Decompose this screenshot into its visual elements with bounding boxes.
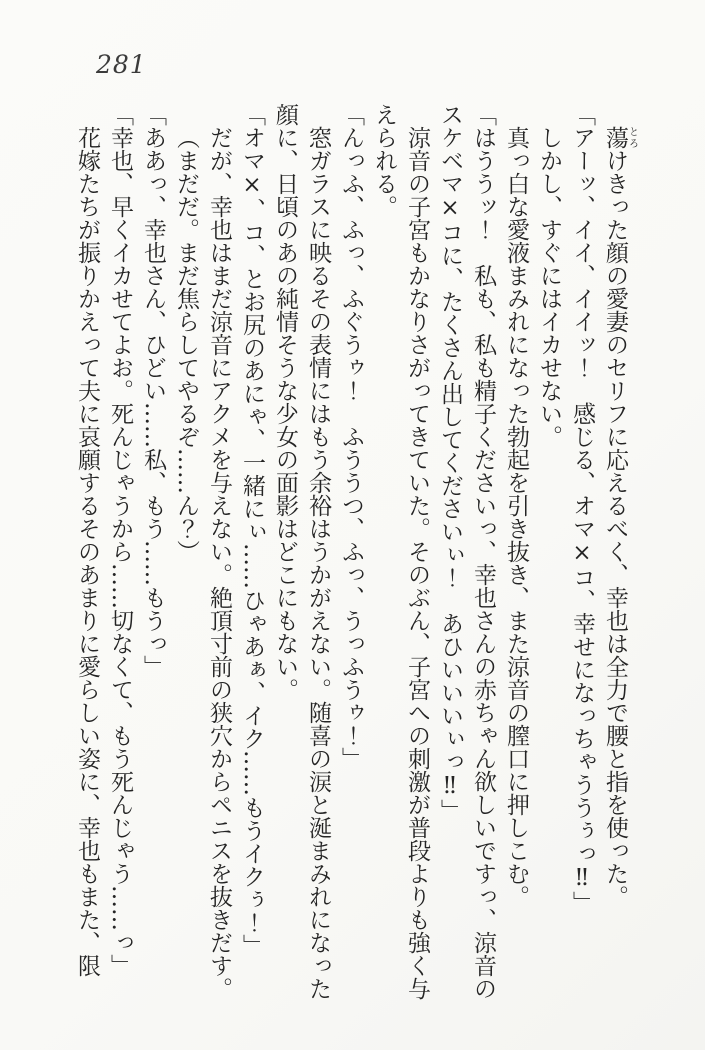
narration-paragraph-5: 窓ガラスに映るその表情にはもう余裕はうかがえない。随喜の涙と涎まみれになった顔に、日頃のあの純情そうな少女の面影はどこにもない。: [272, 103, 331, 1000]
narration-paragraph-6: だが、幸也はまだ涼音にアクメを与えない。絶頂寸前の狭穴からペニスを抜きだす。: [206, 126, 232, 1000]
page-number: 281: [96, 50, 147, 79]
ruby-annotated-character: [602, 126, 638, 149]
narration-paragraph-2: しかし、すぐにはイカせない。: [536, 126, 562, 448]
narration-paragraph-1: [598, 103, 637, 1003]
ruby-base: 蕩: [602, 126, 628, 149]
dialogue-line-3: 「んっふ、ふっ、ふぐうゥ！ ふううつ、ふっ、うっふうゥ！」: [338, 103, 364, 770]
dialogue-line-1: 「アーッ、イイ、イイッ！ 感じる、オマ×コ、幸せになっちゃううぅっ‼」: [569, 103, 595, 914]
novel-text-block: [70, 103, 637, 1003]
narration-text: けきった顔の愛妻のセリフに応えるべく、幸也は全力で腰と指を使った。: [602, 149, 628, 908]
dialogue-line-5: 「ああっ、幸也さん、ひどい……私、もう……もうっ」: [140, 103, 166, 678]
dialogue-line-2: 「はううッ！ 私も、私も精子くださいっ、幸也さんの赤ちゃん欲しいですっ、涼音のスケベマ×コに、たくさん出してくださいぃ！ あひいいいぃっ‼」: [437, 103, 496, 1000]
inner-thought-line: （まだだ。まだ焦らしてやるぞ……ん？）: [173, 126, 199, 563]
dialogue-line-4: 「オマ×、コ、とお尻のあにゃ、一緒にぃ……ひゃあぁ、イク……もうイクぅ！」: [239, 103, 265, 957]
narration-paragraph-4: 涼音の子宮もかなりさがってきていた。そのぶん、子宮への刺激が普段よりも強く与えられる。: [371, 103, 430, 1000]
dialogue-line-6: 「幸也、早くイカせてよお。死んじゃうから……切なくて、もう死んじゃう……っ」: [107, 103, 133, 977]
narration-paragraph-7: 花嫁たちが振りかえって夫に哀願するそのあまりに愛らしい姿に、幸也もまた、限: [74, 126, 100, 977]
furigana-text: とろ: [626, 126, 638, 149]
narration-paragraph-3: 真っ白な愛液まみれになった勃起を引き抜き、また涼音の膣口に押しこむ。: [503, 126, 529, 908]
